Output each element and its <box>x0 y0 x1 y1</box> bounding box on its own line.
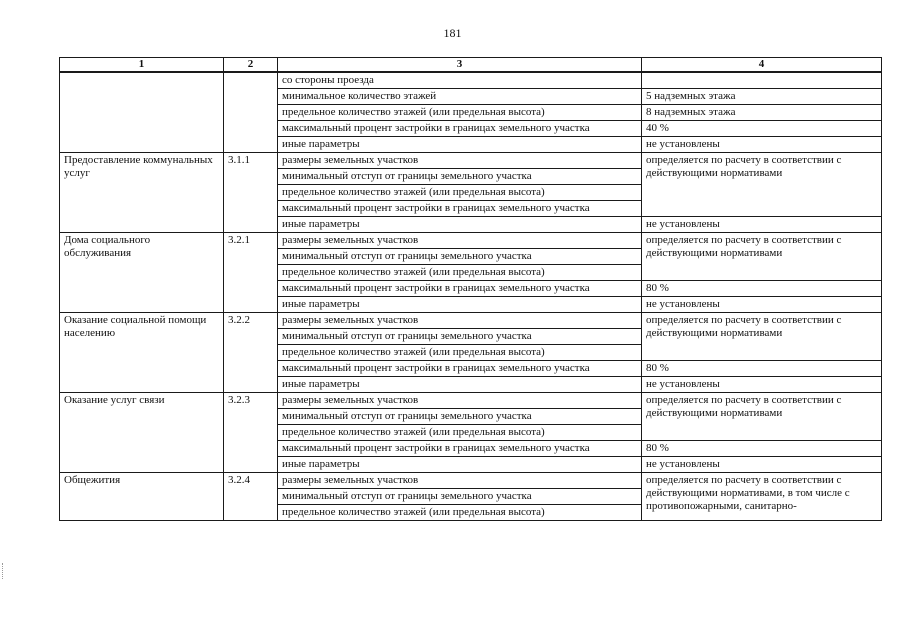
value-cell: 80 % <box>642 361 882 377</box>
value-cell: 40 % <box>642 121 882 137</box>
param-cell: предельное количество этажей (или предельная высота) <box>278 345 642 361</box>
scan-edge-mark <box>2 563 6 579</box>
value-cell <box>642 72 882 89</box>
param-cell: предельное количество этажей (или предельная высота) <box>278 105 642 121</box>
param-cell: предельное количество этажей (или предельная высота) <box>278 185 642 201</box>
param-cell: размеры земельных участков <box>278 233 642 249</box>
value-cell: определяется по расчету в соответствии с действующими нормативами <box>642 313 882 361</box>
param-cell: максимальный процент застройки в границах земельного участка <box>278 361 642 377</box>
param-cell: максимальный процент застройки в границах земельного участка <box>278 121 642 137</box>
table-row <box>60 233 882 249</box>
type-cell: Оказание услуг связи <box>60 393 224 473</box>
table-row <box>60 393 882 409</box>
type-cell: Оказание социальной помощи населению <box>60 313 224 393</box>
table-row <box>60 313 882 329</box>
column-header-2: 2 <box>224 58 278 73</box>
header-row <box>60 58 882 73</box>
value-cell: определяется по расчету в соответствии с действующими нормативами <box>642 153 882 217</box>
param-cell: размеры земельных участков <box>278 313 642 329</box>
param-cell: иные параметры <box>278 297 642 313</box>
page-number: 181 <box>443 26 462 40</box>
param-cell: предельное количество этажей (или предельная высота) <box>278 505 642 521</box>
value-cell: не установлены <box>642 377 882 393</box>
value-cell: 5 надземных этажа <box>642 89 882 105</box>
type-cell: Общежития <box>60 473 224 521</box>
value-cell: не установлены <box>642 457 882 473</box>
table-row <box>60 153 882 169</box>
value-cell: определяется по расчету в соответствии с действующими нормативами <box>642 393 882 441</box>
param-cell: размеры земельных участков <box>278 153 642 169</box>
param-cell: минимальный отступ от границы земельного участка <box>278 329 642 345</box>
value-cell: не установлены <box>642 217 882 233</box>
value-cell: 80 % <box>642 281 882 297</box>
code-cell: 3.1.1 <box>224 153 278 233</box>
param-cell: максимальный процент застройки в границах земельного участка <box>278 201 642 217</box>
param-cell: размеры земельных участков <box>278 473 642 489</box>
param-cell: иные параметры <box>278 137 642 153</box>
regulations-table <box>59 57 882 521</box>
table-row <box>60 72 882 89</box>
param-cell: минимальный отступ от границы земельного участка <box>278 169 642 185</box>
param-cell: со стороны проезда <box>278 72 642 89</box>
code-cell: 3.2.1 <box>224 233 278 313</box>
param-cell: максимальный процент застройки в границах земельного участка <box>278 281 642 297</box>
param-cell: максимальный процент застройки в границах земельного участка <box>278 441 642 457</box>
value-cell: 80 % <box>642 441 882 457</box>
param-cell: минимальный отступ от границы земельного участка <box>278 489 642 505</box>
column-header-1: 1 <box>60 58 224 73</box>
param-cell: иные параметры <box>278 377 642 393</box>
param-cell: минимальный отступ от границы земельного участка <box>278 409 642 425</box>
value-cell: не установлены <box>642 297 882 313</box>
code-cell: 3.2.4 <box>224 473 278 521</box>
param-cell: размеры земельных участков <box>278 393 642 409</box>
code-cell: 3.2.2 <box>224 313 278 393</box>
param-cell: минимальное количество этажей <box>278 89 642 105</box>
value-cell: не установлены <box>642 137 882 153</box>
column-header-3: 3 <box>278 58 642 73</box>
param-cell: предельное количество этажей (или предельная высота) <box>278 265 642 281</box>
param-cell: минимальный отступ от границы земельного участка <box>278 249 642 265</box>
code-cell <box>224 72 278 153</box>
param-cell: предельное количество этажей (или предельная высота) <box>278 425 642 441</box>
type-cell: Предоставление коммунальных услуг <box>60 153 224 233</box>
param-cell: иные параметры <box>278 217 642 233</box>
param-cell: иные параметры <box>278 457 642 473</box>
value-cell: определяется по расчету в соответствии с действующими нормативами <box>642 233 882 281</box>
column-header-4: 4 <box>642 58 882 73</box>
code-cell: 3.2.3 <box>224 393 278 473</box>
table-row <box>60 473 882 489</box>
type-cell: Дома социального обслуживания <box>60 233 224 313</box>
value-cell: 8 надземных этажа <box>642 105 882 121</box>
type-cell <box>60 72 224 153</box>
value-cell: определяется по расчету в соответствии с действующими нормативами, в том числе с противопожарными, санитарно- <box>642 473 882 521</box>
